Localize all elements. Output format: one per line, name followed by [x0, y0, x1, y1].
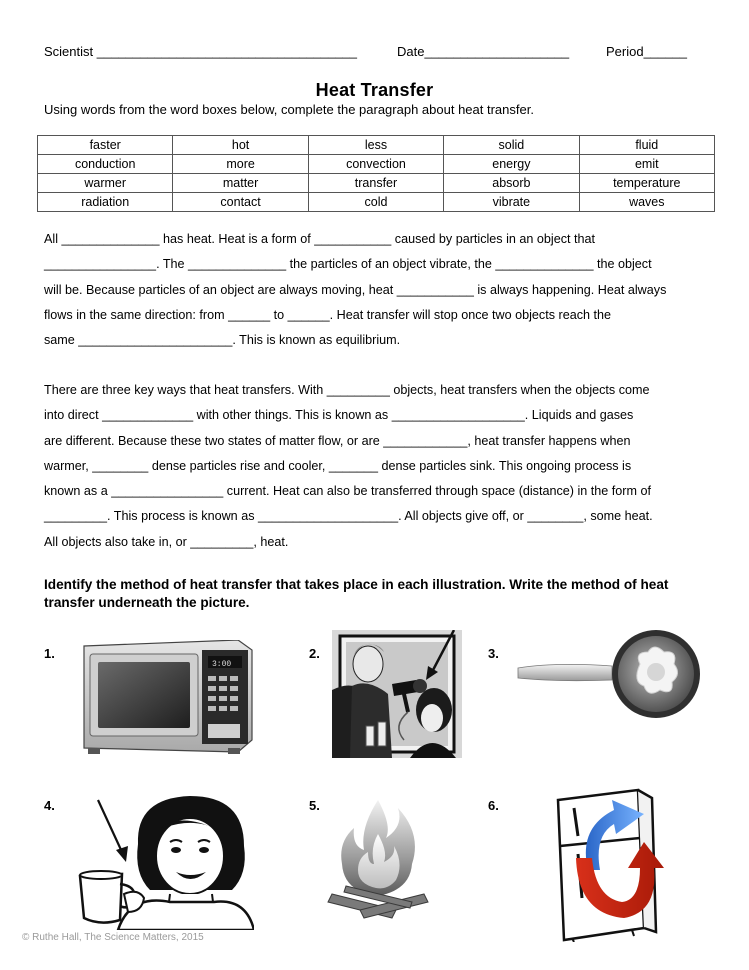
refrigerator-icon	[552, 788, 672, 942]
item-number: 1.	[44, 646, 55, 661]
word-cell: convection	[308, 155, 443, 174]
word-cell: energy	[444, 155, 579, 174]
campfire-icon	[326, 798, 430, 920]
paragraph-heat-basics	[44, 227, 708, 353]
period-field: Period______	[606, 44, 687, 59]
word-cell: temperature	[579, 174, 714, 193]
paragraph-line: flows in the same direction: from ______ to ______. Heat transfer will stop once two objects reach the	[44, 307, 612, 322]
word-box-row	[38, 155, 715, 174]
copyright-footer: © Ruthe Hall, The Science Matters, 2015	[22, 932, 204, 943]
page-title: Heat Transfer	[315, 80, 434, 100]
paragraph-line: will be. Because particles of an object are always moving, heat ___________ is always happening. Heat always	[44, 282, 667, 297]
item-number: 4.	[44, 798, 55, 813]
paragraph-line: _________. This process is known as ____________________. All objects give off, or ________, some heat.	[44, 509, 653, 524]
paragraph-line: are different. Because these two states of matter flow, or are ____________, heat transfer happens when	[44, 433, 631, 448]
directions: Identify the method of heat transfer that takes place in each illustration. Write the method of heat transfer underneath the picture.	[44, 577, 669, 610]
paragraph-line: warmer, ________ dense particles rise and cooler, _______ dense particles sink. This ongoing process is	[44, 458, 632, 473]
paragraph-line: known as a ________________ current. Heat can also be transferred through space (distance) in the form of	[44, 484, 651, 499]
paragraph-line: All ______________ has heat. Heat is a form of ___________ caused by particles in an object that	[44, 232, 596, 246]
paragraph-line: All objects also take in, or _________, heat.	[44, 534, 289, 549]
word-cell: conduction	[38, 155, 173, 174]
microwave-display: 3:00	[212, 660, 232, 669]
word-cell: waves	[579, 193, 714, 212]
paragraph-line: same ______________________. This is known as equilibrium.	[44, 333, 401, 348]
word-box-row	[38, 136, 715, 155]
instructions: Using words from the word boxes below, complete the paragraph about heat transfer.	[44, 102, 534, 117]
item-number: 2.	[309, 646, 320, 661]
paragraph-line: There are three key ways that heat transfers. With _________ objects, heat transfers when the objects come	[44, 383, 650, 397]
word-cell: more	[173, 155, 308, 174]
scientist-field: Scientist ____________________________________	[44, 44, 358, 59]
paragraph-line: ________________. The ______________ the particles of an object vibrate, the ______________ the object	[44, 257, 652, 272]
word-cell: cold	[308, 193, 443, 212]
word-box-table	[37, 135, 715, 212]
word-cell: warmer	[38, 174, 173, 193]
word-cell: less	[308, 136, 443, 155]
word-cell: hot	[173, 136, 308, 155]
paragraph-transfer-methods	[44, 378, 708, 555]
word-box-row	[38, 193, 715, 212]
item-number: 6.	[488, 798, 499, 813]
frying-pan-icon	[516, 624, 702, 724]
word-cell: vibrate	[444, 193, 579, 212]
word-cell: faster	[38, 136, 173, 155]
microwave-icon	[78, 640, 254, 758]
date-field: Date____________________	[397, 44, 570, 59]
item-number: 5.	[309, 798, 320, 813]
word-cell: transfer	[308, 174, 443, 193]
word-cell: fluid	[579, 136, 714, 155]
coffee-mug-woman-icon	[78, 794, 254, 930]
item-number: 3.	[488, 646, 499, 661]
paragraph-line: into direct _____________ with other things. This is known as ___________________. Liquids and gases	[44, 408, 634, 423]
word-cell: emit	[579, 155, 714, 174]
word-box-row	[38, 174, 715, 193]
word-cell: radiation	[38, 193, 173, 212]
word-cell: solid	[444, 136, 579, 155]
word-cell: absorb	[444, 174, 579, 193]
hair-dryer-icon	[332, 630, 462, 758]
word-cell: contact	[173, 193, 308, 212]
word-cell: matter	[173, 174, 308, 193]
